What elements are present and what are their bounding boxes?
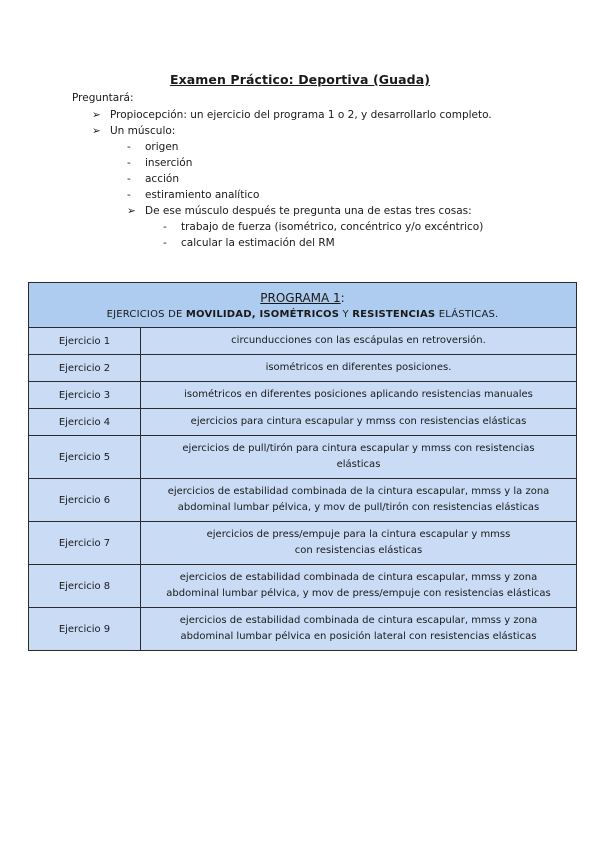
table-row: [29, 409, 577, 436]
page-title: Examen Práctico: Deportiva (Guada): [169, 72, 431, 87]
exercise-description: ejercicios para cintura escapular y mmss con resistencias elásticas: [141, 409, 577, 436]
table-row: [29, 355, 577, 382]
exercise-description: isométricos en diferentes posiciones.: [141, 355, 577, 382]
bullet-text: De ese músculo después te pregunta una de estas tres cosas:: [145, 205, 472, 217]
bullet-propiocepcion: [92, 108, 492, 122]
sub-item: - acción: [127, 173, 179, 185]
arrow-bullet-icon: ➢: [127, 205, 136, 217]
sub-item-text: inserción: [145, 157, 193, 169]
exercise-label: Ejercicio 9: [29, 608, 141, 651]
exercise-label: Ejercicio 1: [29, 328, 141, 355]
exercise-description: ejercicios de estabilidad combinada de la cintura escapular, mmss y la zona abdominal lumbar pélvica, y mov de pull/tirón con resistencias elásticas: [141, 479, 577, 522]
arrow-bullet-icon: ➢: [92, 109, 101, 121]
arrow-bullet-icon: ➢: [92, 125, 101, 137]
bullet-text: Propiocepción: un ejercicio del programa 1 o 2, y desarrollarlo completo.: [110, 109, 492, 121]
program-title: PROGRAMA 1: [260, 290, 341, 305]
sub-item: - estiramiento analítico: [127, 189, 260, 201]
exercise-description: ejercicios de estabilidad combinada de cintura escapular, mmss y zona abdominal lumbar pélvica, y mov de press/empuje con resistencias elásticas: [141, 565, 577, 608]
program-table: [28, 282, 577, 651]
table-row: [29, 608, 577, 651]
table-row: [29, 436, 577, 479]
exercise-label: Ejercicio 3: [29, 382, 141, 409]
table-row: [29, 382, 577, 409]
sub-item: - origen: [127, 141, 179, 153]
sub-item-text: origen: [145, 141, 179, 153]
exercise-label: Ejercicio 5: [29, 436, 141, 479]
exercise-description: ejercicios de estabilidad combinada de cintura escapular, mmss y zona abdominal lumbar pélvica en posición lateral con resistencias elásticas: [141, 608, 577, 651]
exercise-description: isométricos en diferentes posiciones aplicando resistencias manuales: [141, 382, 577, 409]
program-header: [29, 283, 577, 328]
sub-item-text: estiramiento analítico: [145, 189, 260, 201]
exercise-description: circunducciones con las escápulas en retroversión.: [141, 328, 577, 355]
bullet-ese-musculo: [127, 204, 472, 218]
sub-item-text: trabajo de fuerza (isométrico, concéntrico y/o excéntrico): [181, 221, 484, 233]
program-subtitle: EJERCICIOS DE MOVILIDAD, ISOMÉTRICOS Y RESISTENCIAS ELÁSTICAS.: [106, 308, 499, 320]
sub-item: - inserción: [127, 157, 193, 169]
exercise-description: ejercicios de press/empuje para la cintura escapular y mmss con resistencias elásticas: [141, 522, 577, 565]
sub-item-text: calcular la estimación del RM: [181, 237, 335, 249]
exercise-label: Ejercicio 6: [29, 479, 141, 522]
table-row: [29, 522, 577, 565]
exercise-label: Ejercicio 8: [29, 565, 141, 608]
program-title-suffix: :: [340, 290, 345, 305]
intro-label: Preguntará:: [72, 92, 134, 104]
sub-item: - calcular la estimación del RM: [163, 237, 335, 249]
exercise-label: Ejercicio 4: [29, 409, 141, 436]
table-row: [29, 565, 577, 608]
bullet-musculo: [92, 124, 175, 138]
table-row: [29, 479, 577, 522]
sub-item-text: acción: [145, 173, 179, 185]
exercise-label: Ejercicio 2: [29, 355, 141, 382]
exercise-label: Ejercicio 7: [29, 522, 141, 565]
bullet-text: Un músculo:: [110, 125, 176, 137]
exercise-description: ejercicios de pull/tirón para cintura escapular y mmss con resistencias elásticas: [141, 436, 577, 479]
sub-item: - trabajo de fuerza (isométrico, concéntrico y/o excéntrico): [163, 221, 484, 233]
table-row: [29, 328, 577, 355]
